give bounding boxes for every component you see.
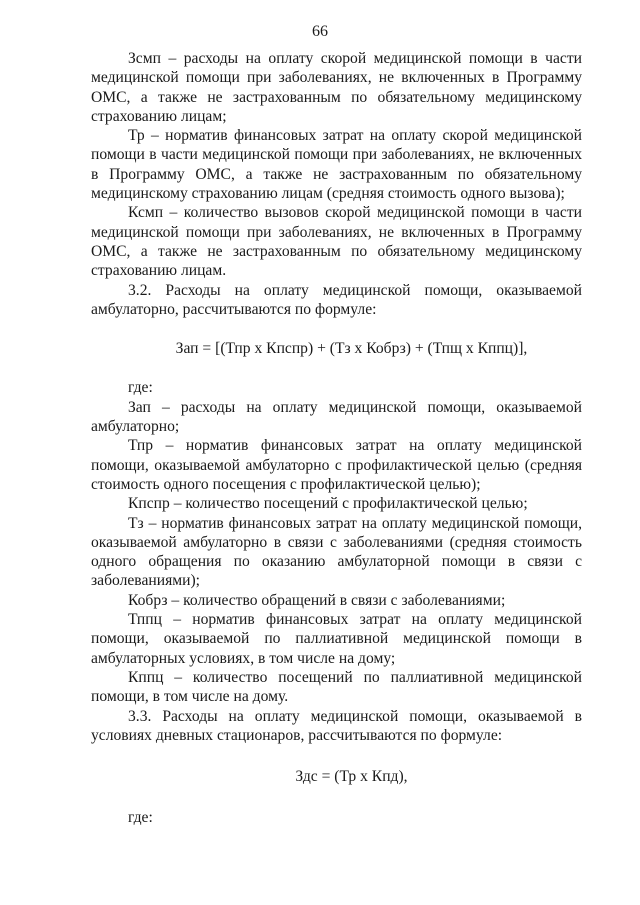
page-number: 66 bbox=[312, 23, 328, 40]
formula-zap: Зап = [(Тпр х Кпспр) + (Тз х Кобрз) + (Тпщ х Кппц)], bbox=[175, 340, 528, 358]
page-body bbox=[91, 49, 582, 828]
definition-zap: Зап – расходы на оплату медицинской помощи, оказываемой амбулаторно; bbox=[91, 398, 582, 436]
definition-tz: Тз – норматив финансовых затрат на оплату медицинской помощи, оказываемой амбулаторно в связи с заболеваниями (средняя стоимость одного обращения по оказанию амбулаторной помощи в связи с заболеваниями); bbox=[91, 514, 582, 590]
section-3-3: 3.3. Расходы на оплату медицинской помощи, оказываемой в условиях дневных стационаров, рассчитываются по формуле: bbox=[91, 707, 582, 744]
definition-kpspr: Кпспр – количество посещений с профилактической целью; bbox=[128, 495, 528, 513]
definition-kobrz: Кобрз – количество обращений в связи с заболеваниями; bbox=[128, 591, 506, 609]
definition-kppc: Кппц – количество посещений по паллиативной медицинской помощи, в том числе на дому. bbox=[91, 668, 582, 706]
definition-tr: Тр – норматив финансовых затрат на оплату скорой медицинской помощи в части медицинской помощи при заболеваниях, не включенных в Программу ОМС, а также не застрахованным по обязательному медицинскому страхованию лицам (средняя стоимость одного вызова); bbox=[91, 127, 582, 203]
definition-tpr: Тпр – норматив финансовых затрат на оплату медицинской помощи, оказываемой амбулаторно с профилактической целью (средняя стоимость одного посещения с профилактической целью); bbox=[91, 437, 582, 493]
where-label-2: где: bbox=[128, 809, 153, 827]
section-3-2: 3.2. Расходы на оплату медицинской помощи, оказываемой амбулаторно, рассчитываются по формуле: bbox=[91, 281, 582, 318]
where-label-1: где: bbox=[128, 379, 153, 397]
definition-zsmp: Зсмп – расходы на оплату скорой медицинской помощи в части медицинской помощи при заболеваниях, не включенных в Программу ОМС, а также не застрахованным по обязательному медицинскому страхованию лицам; bbox=[91, 50, 582, 125]
definition-ksmp: Ксмп – количество вызовов скорой медицинской помощи в части медицинской помощи при заболеваниях, не включенных в Программу ОМС, а также не застрахованным по обязательному медицинскому страхованию лицам. bbox=[91, 204, 582, 280]
formula-zds: Здс = (Тр х Кпд), bbox=[295, 768, 408, 786]
definition-tppc: Тппц – норматив финансовых затрат на оплату медицинской помощи, оказываемой по паллиативной медицинской помощи в амбулаторных условиях, в том числе на дому; bbox=[91, 611, 582, 667]
